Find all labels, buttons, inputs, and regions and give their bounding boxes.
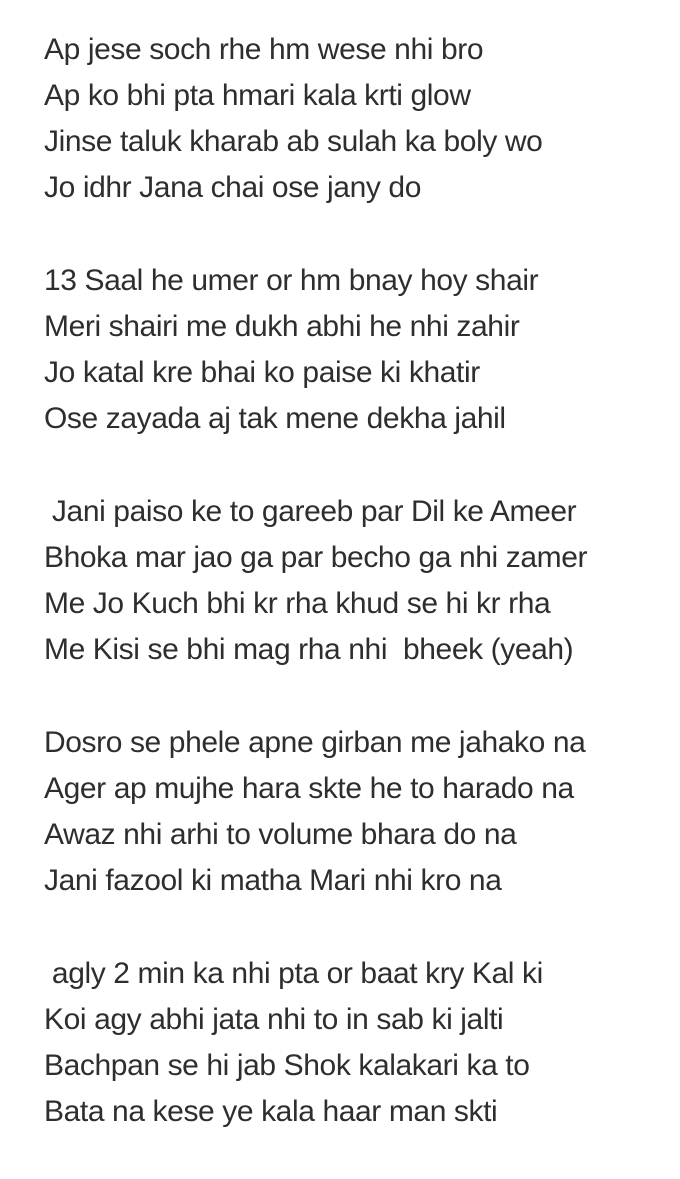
lyric-line: Jani paiso ke to gareeb par Dil ke Ameer [44, 495, 577, 528]
stanza-1 [44, 27, 664, 211]
lyric-line: Ap jese soch rhe hm wese nhi bro [44, 33, 484, 66]
lyric-line: Me Jo Kuch bhi kr rha khud se hi kr rha [44, 587, 551, 620]
lyric-line: Bhoka mar jao ga par becho ga nhi zamer [44, 541, 588, 574]
stanza-4 [44, 720, 664, 904]
lyric-line: Bachpan se hi jab Shok kalakari ka to [44, 1049, 530, 1082]
lyric-line: agly 2 min ka nhi pta or baat kry Kal ki [44, 957, 543, 990]
lyric-line: Ager ap mujhe hara skte he to harado na [44, 772, 574, 805]
lyric-line: Ap ko bhi pta hmari kala krti glow [44, 79, 471, 112]
stanza-5 [44, 951, 664, 1135]
lyric-line: Jo idhr Jana chai ose jany do [44, 171, 421, 204]
lyric-line: Jani fazool ki matha Mari nhi kro na [44, 864, 502, 897]
lyric-line: Meri shairi me dukh abhi he nhi zahir [44, 310, 520, 343]
lyric-line: Me Kisi se bhi mag rha nhi bheek (yeah) [44, 633, 574, 666]
lyric-line: Bata na kese ye kala haar man skti [44, 1095, 498, 1128]
lyric-line: Koi agy abhi jata nhi to in sab ki jalti [44, 1003, 504, 1036]
stanza-2 [44, 258, 664, 442]
lyric-line: Awaz nhi arhi to volume bhara do na [44, 818, 517, 851]
lyric-line: Jo katal kre bhai ko paise ki khatir [44, 356, 480, 389]
lyric-line: Dosro se phele apne girban me jahako na [44, 726, 586, 759]
lyric-line: 13 Saal he umer or hm bnay hoy shair [44, 264, 539, 297]
lyric-line: Jinse taluk kharab ab sulah ka boly wo [44, 125, 543, 158]
lyric-line: Ose zayada aj tak mene dekha jahil [44, 402, 506, 435]
stanza-3 [44, 489, 664, 673]
